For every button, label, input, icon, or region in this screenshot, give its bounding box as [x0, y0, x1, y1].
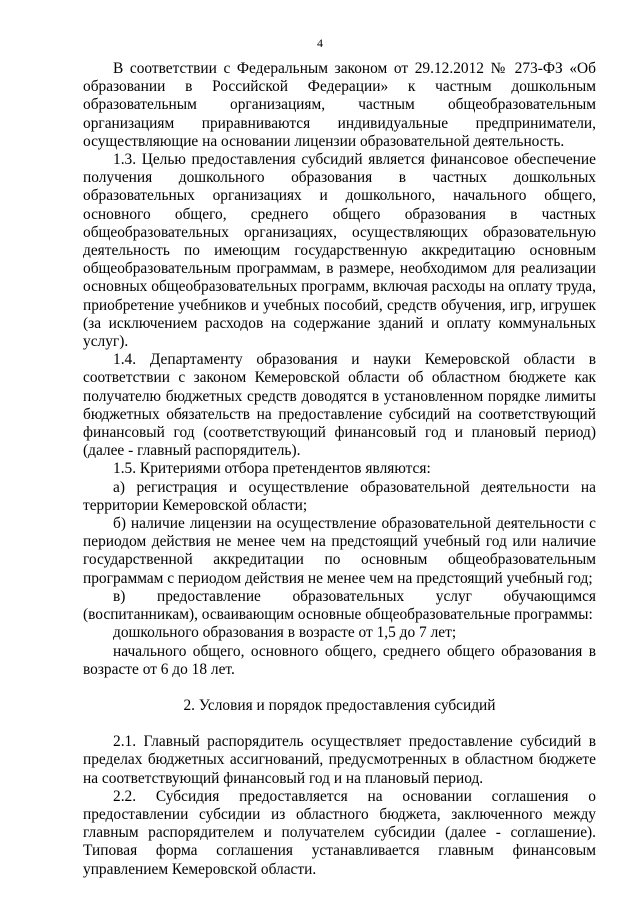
document-body	[83, 60, 596, 879]
section-2-heading: 2. Условия и порядок предоставления субсидий	[183, 696, 496, 714]
paragraph-2-2: 2.2. Субсидия предоставляется на основании соглашения о предоставлении субсидии из областного бюджета, заключенного между главным распорядителем и получателем субсидии (далее - соглашение). Типовая форма соглашения устанавливается главным финансовым управлением Кемеровской области.	[83, 787, 596, 878]
preschool-age-range: дошкольного образования в возрасте от 1,5 до 7 лет;	[113, 624, 457, 642]
paragraph-2-1: 2.1. Главный распорядитель осуществляет предоставление субсидий в пределах бюджетных ассигнований, предусмотренных в областном бюджете на соответствующий финансовый год и на плановый период.	[83, 733, 596, 787]
paragraph-1-3: 1.3. Целью предоставления субсидий является финансовое обеспечение получения дошкольного образования в частных дошкольных образовательных организациях и дошкольного, начального общего, основного общего, среднего общего образования в частных общеобразовательных организациях, осуществляющих образовательную деятельность по имеющим государственную аккредитацию основным общеобразовательным программам, в размере, необходимом для реализации основных общеобразовательных программ, включая расходы на оплату труда, приобретение учебников и учебных пособий, средств обучения, игр, игрушек (за исключением расходов на содержание зданий и оплату коммунальных услуг).	[83, 151, 596, 351]
criterion-v: в) предоставление образовательных услуг обучающимся (воспитанникам), осваивающим основные общеобразовательные программы:	[83, 587, 596, 624]
paragraph-1-5: 1.5. Критериями отбора претендентов являются:	[113, 460, 431, 478]
school-age-range: начального общего, основного общего, среднего общего образования в возрасте от 6 до 18 лет.	[83, 642, 596, 678]
criterion-a: а) регистрация и осуществление образовательной деятельности на территории Кемеровской области;	[83, 478, 596, 514]
page-number: 4	[317, 36, 323, 50]
paragraph-intro: В соответствии с Федеральным законом от 29.12.2012 № 273-ФЗ «Об образовании в Российской Федерации» к частным дошкольным образовательным организациям, частным общеобразовательным организациям приравниваются индивидуальные предприниматели, осуществляющие на основании лицензии образовательной деятельность.	[83, 60, 596, 150]
criterion-b: б) наличие лицензии на осуществление образовательной деятельности с периодом действия не менее чем на предстоящий учебный год или наличие государственной аккредитации по основным общеобразовательным программам с периодом действия не менее чем на предстоящий учебный год;	[83, 515, 596, 587]
paragraph-1-4: 1.4. Департаменту образования и науки Кемеровской области в соответствии с законом Кемеровской области об областном бюджете как получателю бюджетных средств доводятся в установленном порядке лимиты бюджетных обязательств на предоставление субсидий на соответствующий финансовый год (соответствующий финансовый год и плановый период) (далее - главный распорядитель).	[83, 351, 596, 460]
